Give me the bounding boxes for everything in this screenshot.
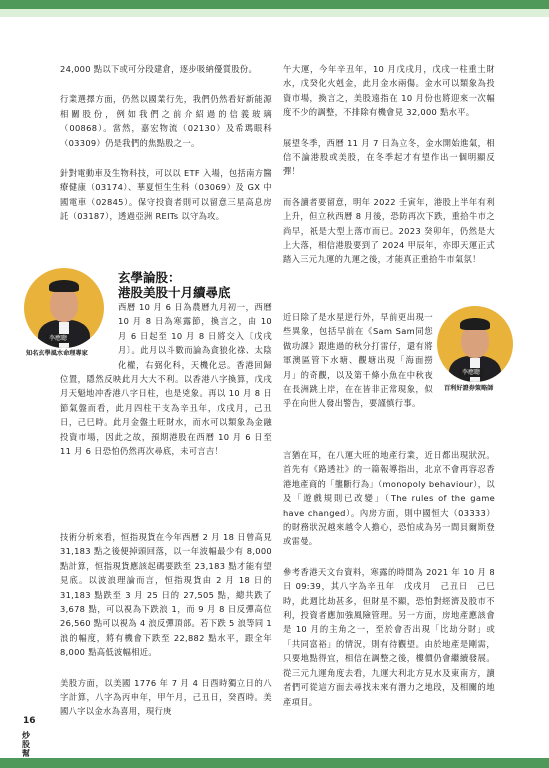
paragraph: 言猶在耳，在八運大旺的地產行業，近日都出現狀況。首先有《路透社》的一篇報導指出，北京不會再容忍香港地產商的「壟斷行為」（monopoly behaviour），以及「遊戲規則已改變」（The rules of the game have changed）。內房方面，則中國恒大（03333）的財務狀況越來越令人擔心，恐怕成為另一間貝爾斯登或雷曼。 xyxy=(283,450,495,547)
wrapped-text-bottom xyxy=(60,372,272,518)
paragraph: 美股方面，以美國 1776 年 7 月 4 日酉時獨立日的八字計算，八字為丙申年，甲午月，己丑日，癸酉時。美國八字以金水為喜用，現行庚 xyxy=(60,677,272,717)
left-column xyxy=(60,62,272,240)
wrapped-text-top xyxy=(118,300,272,372)
paragraph: 行業選擇方面，仍然以國業行先，我們仍然看好新能源相關股份，例如我們之前介紹過的信義玻璃（00868）。當然，嘉宏物流（02130）及希瑪眼科（03309）仍是我們的焦點股之一。 xyxy=(60,94,272,148)
portrait-name-tag: 李應聰 xyxy=(46,334,70,343)
paragraph: 而各讀者要留意，明年 2022 壬寅年，港股上半年有利上升，但立秋西曆 8 月後，恐防再次下跌，重拾牛市之尚早，祇是大型上落市而已。2023 癸卯年，仍然是大上大落，相信港股要到了 2024 甲辰年，亦即天運正式踏入三元九運的九運之後，才能真正重拾牛市氣氛！ xyxy=(283,196,495,265)
heading-line-1: 玄學論股： xyxy=(118,270,181,285)
paragraph: 展望冬季，西曆 11 月 7 日為立冬，金水開始進氣，相信不論港股或美股，在冬季起才有望作出一個明顯反彈！ xyxy=(283,137,495,177)
article-heading xyxy=(118,270,278,300)
portrait-hair xyxy=(460,318,490,330)
right-wrap-beside-portrait xyxy=(283,310,433,434)
paragraph-wrap: 西曆 10 月 6 日為農曆九月初一，西曆 10 月 8 日為寒露節，換言之，由 10 月 6 日起至 10 月 8 日將交入〔戊戌月〕。此月以斗數而論為貪狼化祿、太陰化權，右弼化科，天機化忌。香港回歸 xyxy=(118,302,272,370)
right-column-lower xyxy=(283,448,495,709)
author-portrait xyxy=(24,268,104,348)
portrait-hair xyxy=(49,280,79,292)
author-caption: 百利好證券策略師 xyxy=(444,385,494,392)
bottom-color-band xyxy=(0,758,549,768)
paragraph: 技術分析來看，恒指現貨在今年西曆 2 月 18 日曾高見 31,183 點之後便掉頭回落，以一年波幅最少有 8,000 點計算，恒指現貨應該起碼要跌至 23,183 點才能有望見底。以波浪理論而言，恒指現貨由 2 月 18 日的 31,183 點跌至 3 月 25 日的 27,505 點，總共跌了 3,678 點，可以視為下跌浪 1，而 9 月 8 日反彈高位 26,560 點可以視為 4 浪反彈頂部。若下跌 5 浪等同 1 浪的幅度，將有機會下跌至 22,882 點水平，跟全年 8,000 點高低波幅相近。 xyxy=(60,532,272,658)
top-color-band xyxy=(0,0,549,9)
page-number: 16 xyxy=(23,716,36,726)
section-label: 炒股幫 xyxy=(22,731,30,758)
heading-line-2: 港股美股十月續尋底 xyxy=(118,285,231,300)
paragraph: 參考香港天文台資料，寒露的時間為 2021 年 10 月 8 日 09:39，其八字為辛丑年 戊戌月 己丑日 己巳時，此週比劫甚多，但財星不顯，恐怕對經濟及股市不利，投資者應加強風險管理。另一方面，房地產應該會是 10 月的主角之一，至於會否出現「比劫分財」或「共同富裕」的情況，則有待觀望。由於地產是剛需，只要地點得宜，相信在調整之後，樓價仍會繼續發展。從三元九運角度去看，九運大利北方見水及東南方，讀者們可從這方面去尋找未來有潛力之地段，及相關的地產項目。 xyxy=(283,566,495,707)
right-column xyxy=(283,62,495,283)
paragraph: 24,000 點以下或可分段建倉，逐步吸納優質股份。 xyxy=(60,64,258,74)
author-portrait xyxy=(437,306,513,382)
top-light-band xyxy=(0,9,549,17)
paragraph: 針對電動車及生物科技，可以以 ETF 入場，包括南方醫療健康（03174）、華夏恒生生科（03069）及 GX 中國電車（02845）。保守投資者則可以留意三星高息房託（03187），透過亞洲 REITs 以守為攻。 xyxy=(60,168,272,222)
left-column-lower xyxy=(60,530,272,719)
paragraph-wrap: 近日除了是水星逆行外，早前更出現一些異象，包括早前在《Sam Sam同您做功課》跟進過的秋分打雷仔，還有將軍澳區管下水塘、觀塘出現「海面撈月」的奇觀，以及第千條小魚在中秋夜在長洲跳上岸，在在皆非正常現象，似乎在向世人發出警告，要謹慎行事。 xyxy=(283,312,433,409)
paragraph-continued: 位置，隱然反映此月大大不利。以香港八字換算，戊戌月天魁地冲香港八字日柱，也是兇象。再以 10 月 8 日節氣盤而看，此月四柱干支為辛丑年，戊戌月，己丑日，己巳時。此月金盤土旺財水，而水可以類象為金融投資市場，因此之故，預期港股在西曆 10 月 6 日至 11 月 6 日恐怕仍然再次尋底，未可言吉！ xyxy=(60,374,272,457)
paragraph: 午大運，今年辛丑年，10 月戊戌月，戊戌一柱重土財水，戊癸化火剋金，此月金水兩傷。金水可以類象為投資市場，換言之，美股遠指在 10 月份也將迎來一次幅度不少的調整，不排除有機會見 32,000 點水平。 xyxy=(283,64,495,118)
author-caption: 知名玄學風水命理專家 xyxy=(26,350,88,357)
portrait-name-tag: 李應聰 xyxy=(459,368,483,377)
